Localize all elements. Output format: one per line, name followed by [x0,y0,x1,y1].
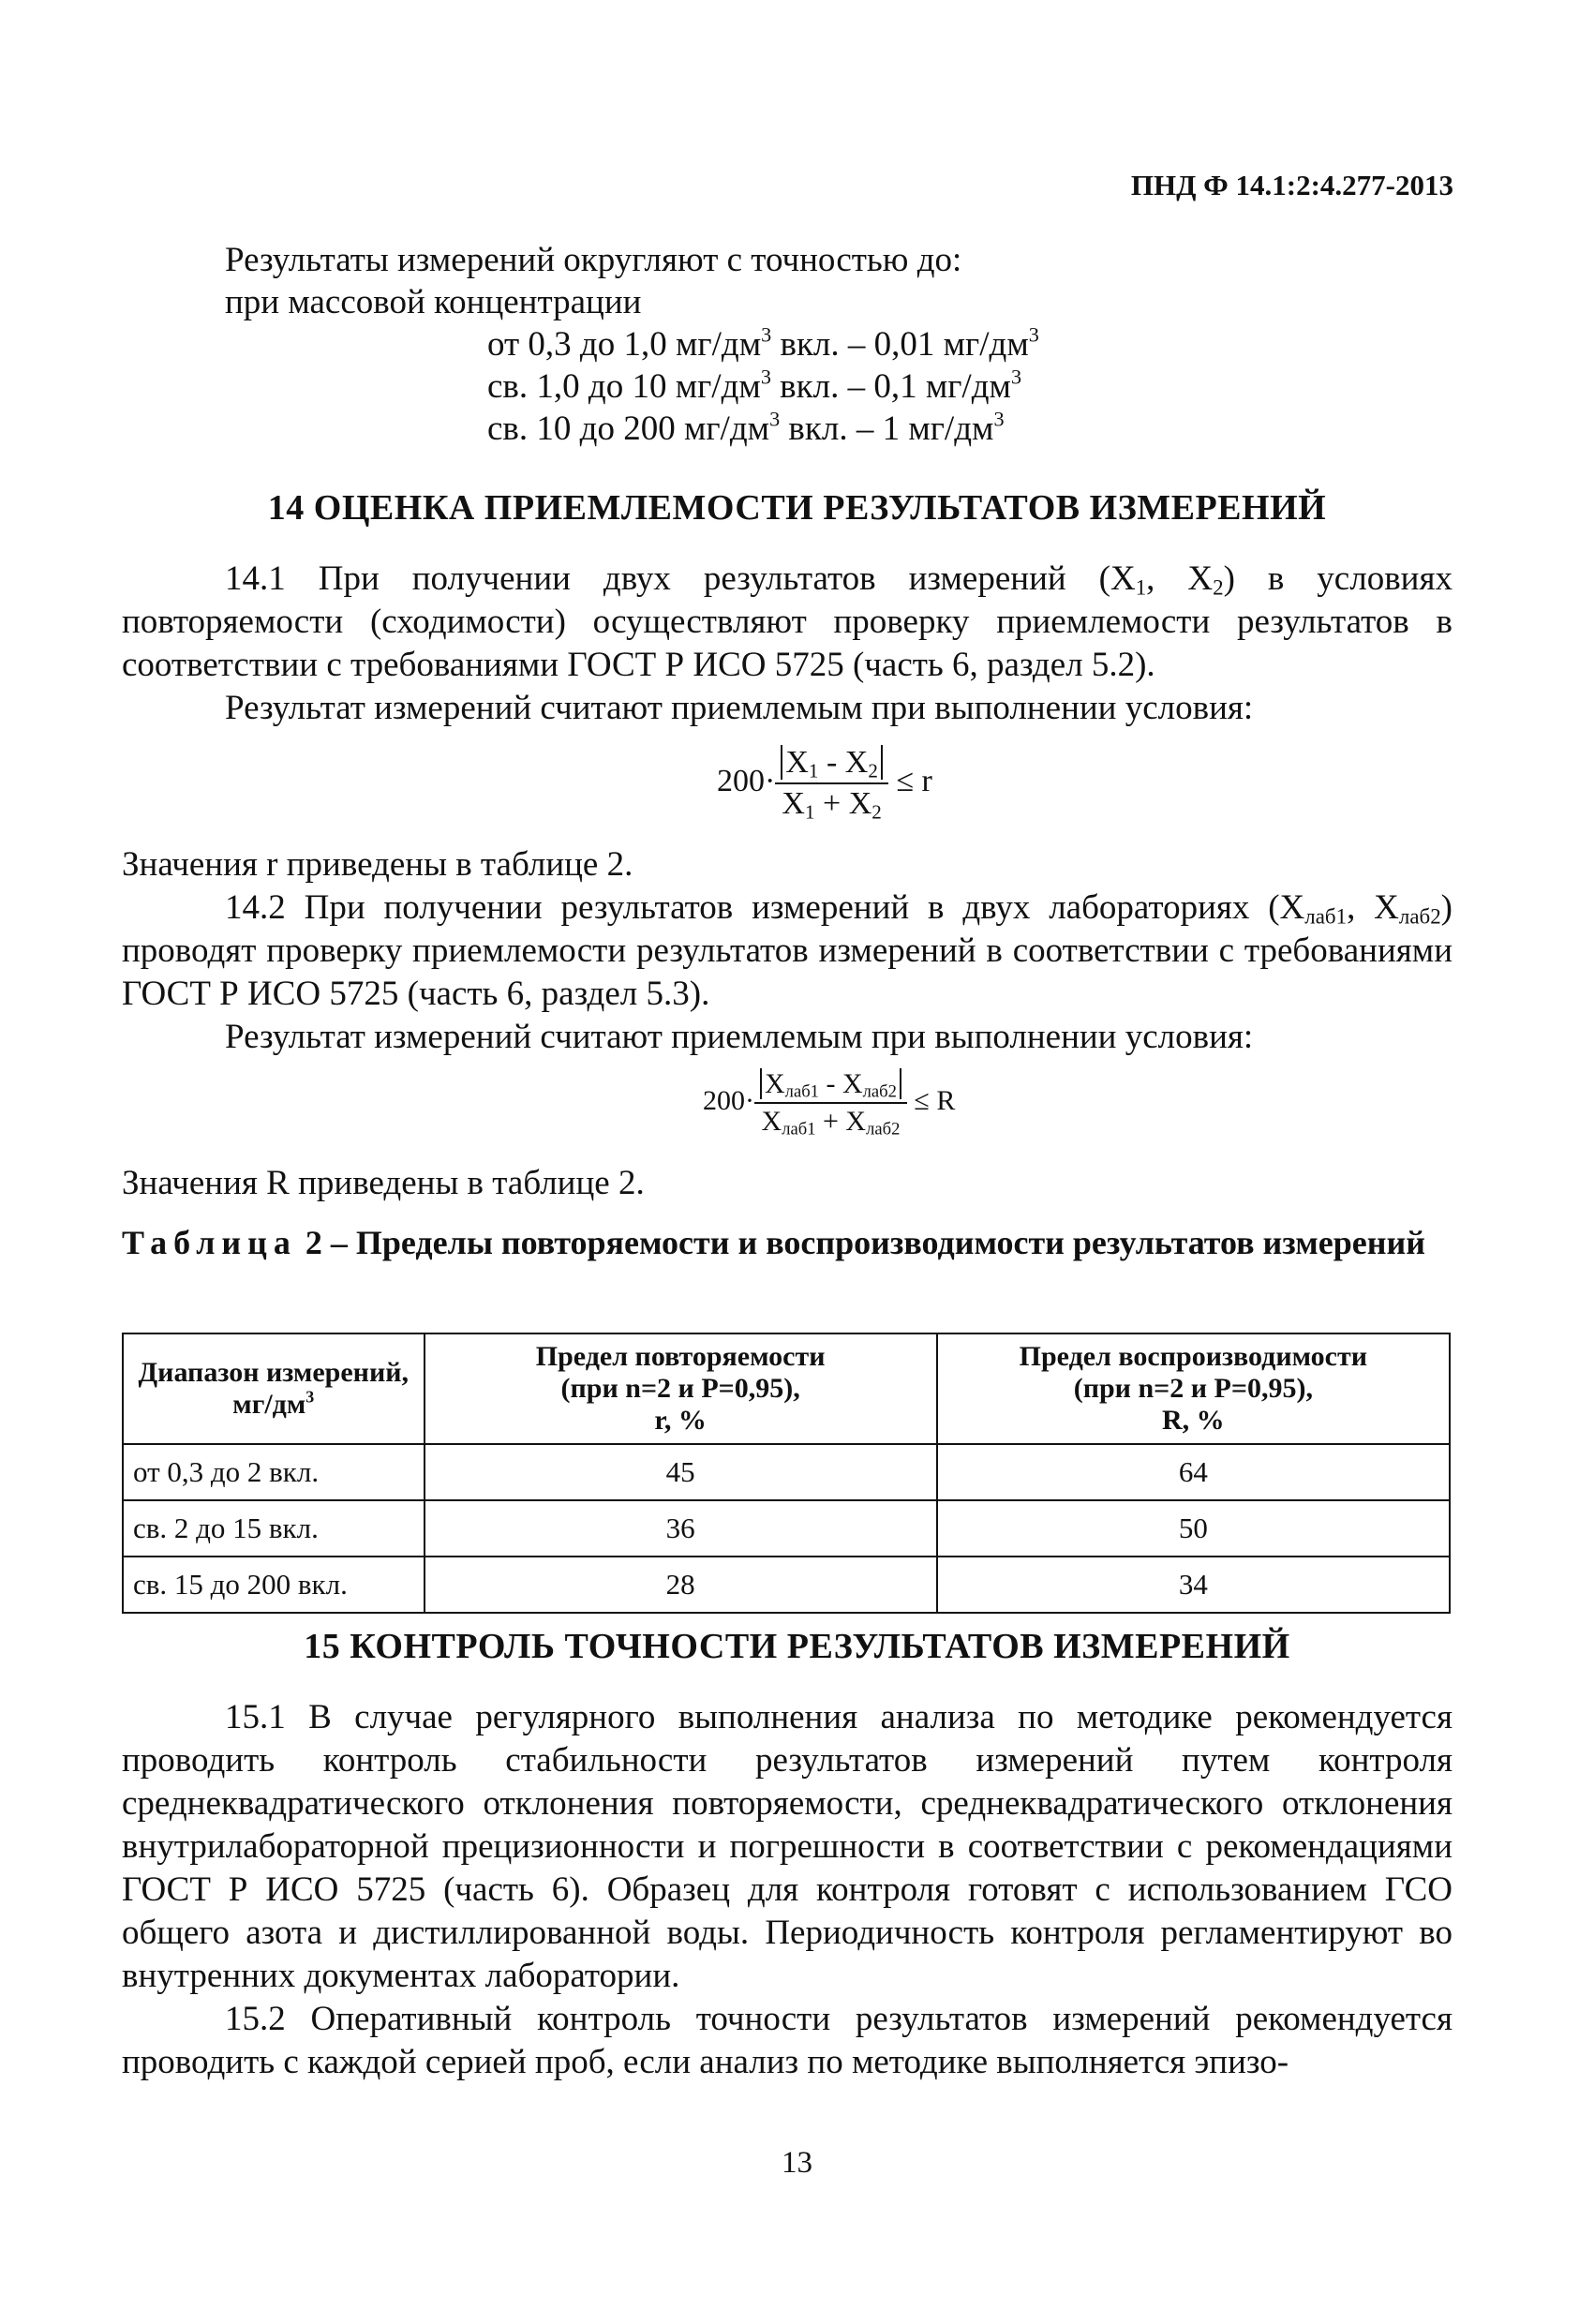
page-number: 13 [782,2146,812,2180]
rounding-line-1: Результаты измерений округляют с точностью до: [225,241,962,279]
table-2-caption: Таблица 2 – Пределы повторяемости и воспроизводимости результатов измерений [122,1224,1425,1261]
formula-reproducibility: 200· $\frac{X_{лаб1} - X_{лаб2}}{X_{лаб1} + X_{лаб2}}$ ≤ R [703,1068,956,1140]
values-R-line: Значения R приведены в таблице 2. [122,1164,645,1202]
cell-r: 28 [425,1557,937,1613]
rounding-row: св. 10 до 200 $мг/дм^3$ вкл. – 1 $мг/дм^3$ [487,407,1005,448]
rounding-row: св. 1,0 до 10 $мг/дм^3$ вкл. – 0,1 $мг/дм^3$ [487,365,1022,406]
rounding-line-2: при массовой концентрации [225,283,642,321]
limits-table [122,1333,1451,1614]
cell-r: 36 [425,1500,937,1557]
section-15-2-paragraph: 15.2 Оперативный контроль точности результатов измерений рекомендуется проводить с каждой серией проб, если анализ по методике выполняется эпизо- [122,2000,1452,2081]
cell-range: св. 2 до 15 вкл. [123,1500,425,1557]
document-code: ПНД Ф 14.1:2:4.277-2013 [1130,169,1453,201]
rounding-row: от 0,3 до 1,0 $мг/дм^3$ вкл. – 0,01 $мг/дм^3$ [487,322,1039,364]
table-row [123,1557,1450,1613]
cell-R: 50 [937,1500,1450,1557]
col-header-repeatability: Предел повторяемости (при n=2 и P=0,95), r, % [425,1333,937,1444]
table-header-row [123,1333,1450,1444]
section-15-1-paragraph: 15.1 В случае регулярного выполнения анализа по методике рекомендуется проводить контроль стабильности результатов измерений путем контроля среднеквадратического отклонения повторяемости, среднеквадратического отклонения внутрилабораторной прецизионности и погрешности в соответствии с рекомендациями ГОСТ Р ИСО 5725 (часть 6). Образец для контроля готовят с использованием ГСО общего азота и дистиллированной воды. Периодичность контроля регламентируют во внутренних документах лаборатории. [122,1698,1452,1995]
cell-R: 64 [937,1444,1450,1500]
section-14-2-paragraph: Значения r приведены в таблице 2. 14.2 При получении результатов измерений в двух лабораториях ($X_{лаб1}$, $X_{лаб2}$) проводят проверку приемлемости результатов измерений в соответствии с требованиями ГОСТ Р ИСО 5725 (часть 6, раздел 5.3). Результат измерений считают приемлемым при выполнении условия: [122,843,1452,1059]
table-row [123,1444,1450,1500]
section-14-heading: 14 ОЦЕНКА ПРИЕМЛЕМОСТИ РЕЗУЛЬТАТОВ ИЗМЕРЕНИЙ [267,488,1327,528]
table-row [123,1500,1450,1557]
condition-text: Результат измерений считают приемлемым при выполнении условия: [225,689,1254,727]
section-15-body [122,1696,1452,2084]
section-15-heading: 15 КОНТРОЛЬ ТОЧНОСТИ РЕЗУЛЬТАТОВ ИЗМЕРЕНИЙ [304,1627,1290,1666]
formula-repeatability: 200· $\frac{X_1 - X_2}{X_1 + X_2}$ ≤ r [717,745,932,824]
rounding-intro [225,239,1443,323]
col-header-reproducibility: Предел воспроизводимости (при n=2 и P=0,95), R, % [937,1333,1450,1444]
cell-R: 34 [937,1557,1450,1613]
cell-range: от 0,3 до 2 вкл. [123,1444,425,1500]
cell-range: св. 15 до 200 вкл. [123,1557,425,1613]
condition-text: Результат измерений считают приемлемым при выполнении условия: [225,1018,1254,1056]
section-14-1-paragraph: 14.1 При получении двух результатов измерений ($X_1$, $X_2$) в условиях повторяемости (сходимости) осуществляют проверку приемлемости результатов в соответствии с требованиями ГОСТ Р ИСО 5725 (часть 6, раздел 5.2). Результат измерений считают приемлемым при выполнении условия: [122,558,1452,730]
col-header-range: Диапазон измерений, $мг/дм^3$ [123,1333,425,1444]
cell-r: 45 [425,1444,937,1500]
